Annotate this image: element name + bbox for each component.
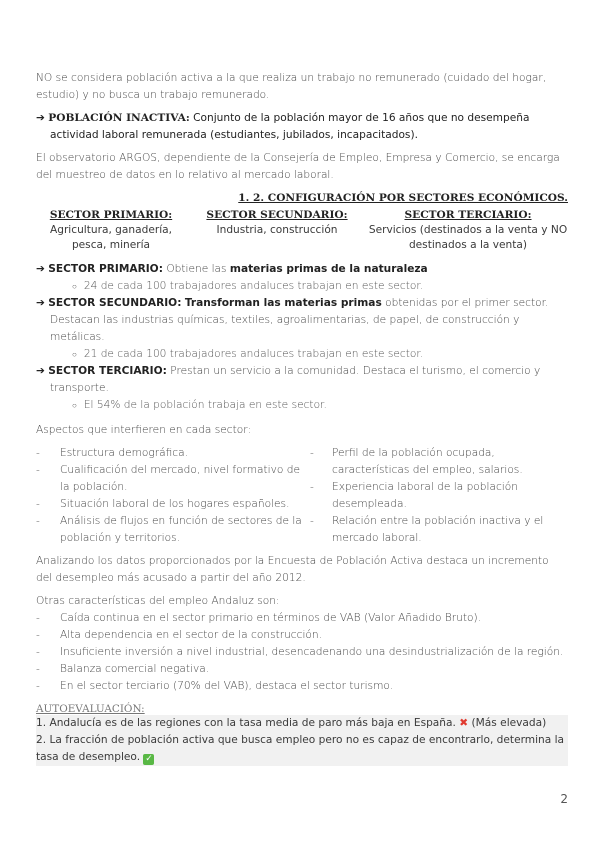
secundario-label: SECTOR SECUNDARIO:	[48, 297, 182, 309]
argos-paragraph: El observatorio ARGOS, dependiente de la Consejería de Empleo, Empresa y Comercio, se encarga del muestreo de datos en lo relativo al mercado laboral.	[36, 152, 560, 181]
arrow-icon: ➔	[36, 365, 45, 377]
secundario-highlight: Transforman las materias primas	[184, 297, 382, 309]
aspectos-title: Aspectos que interfieren en cada sector:	[36, 424, 252, 436]
terciario-label: SECTOR TERCIARIO:	[48, 365, 167, 377]
autoevaluacion-q1	[36, 715, 568, 732]
inactiva-label: POBLACIÓN INACTIVA:	[48, 112, 190, 124]
otras-title: Otras características del empleo Andaluz son:	[36, 595, 280, 607]
arrow-icon: ➔	[36, 263, 45, 275]
inactiva-text: Conjunto de la población mayor de 16 años que no desempeña actividad laboral remunerada (estudiantes, jubilados, incapacitados).	[50, 112, 530, 141]
sector-terciario-card	[368, 208, 568, 253]
cross-mark-icon: ✖	[459, 717, 469, 729]
primario-label: SECTOR PRIMARIO:	[48, 263, 163, 275]
primario-pre: Obtiene las	[166, 263, 227, 275]
q1-note: (Más elevada)	[471, 717, 547, 729]
sector-desc: Industria, construcción	[216, 224, 338, 236]
autoevaluacion-q2	[36, 732, 568, 766]
primario-item	[36, 261, 568, 278]
list-item: - Balanza comercial negativa.	[36, 661, 568, 678]
sector-title: SECTOR SECUNDARIO:	[206, 209, 348, 221]
sector-desc: Agricultura, ganadería, pesca, minería	[49, 224, 173, 251]
check-mark-icon: ✓	[145, 754, 153, 764]
page-number: 2	[560, 792, 568, 806]
aspectos-right-list	[302, 445, 568, 547]
primario-highlight: materias primas de la naturaleza	[229, 263, 428, 275]
secundario-post: obtenidas por el primer sector.	[385, 297, 549, 309]
terciario-item	[36, 363, 568, 397]
secundario-sub: ○ 21 de cada 100 trabajadores andaluces trabajan en este sector.	[36, 346, 568, 363]
secundario-item	[36, 295, 568, 312]
sector-title: SECTOR TERCIARIO:	[404, 209, 532, 221]
list-item: - Alta dependencia en el sector de la construcción.	[36, 627, 568, 644]
arrow-icon: ➔	[36, 112, 45, 124]
list-item: - Caída continua en el sector primario en términos de VAB (Valor Añadido Bruto).	[36, 610, 568, 627]
intro-paragraph: NO se considera población activa a la que realiza un trabajo no remunerado (cuidado del hogar, estudio) y no busca un trabajo remunerado.	[36, 72, 547, 101]
list-item: - Insuficiente inversión a nivel industrial, desencadenando una desindustrialización de la región.	[36, 644, 568, 661]
list-item: - Análisis de flujos en función de sectores de la población y territorios.	[36, 513, 302, 547]
sector-desc: Servicios (destinados a la venta y NO destinados a la venta)	[368, 224, 568, 251]
document-page	[36, 70, 568, 766]
aspectos-left-list	[36, 445, 302, 547]
list-item: - Perfil de la población ocupada, características del empleo, salarios.	[310, 445, 568, 479]
inactiva-definition	[36, 110, 568, 144]
terciario-text: Prestan un servicio a la comunidad. Destaca el turismo, el comercio y transporte.	[50, 365, 541, 394]
section-heading: 1. 2. CONFIGURACIÓN POR SECTORES ECONÓMICOS.	[238, 192, 568, 204]
sector-secundario-card	[202, 208, 352, 253]
arrow-icon: ➔	[36, 297, 45, 309]
analizando-paragraph: Analizando los datos proporcionados por la Encuesta de Población Activa destaca un incremento del desempleo más acusado a partir del año 2012.	[36, 555, 549, 584]
sector-title: SECTOR PRIMARIO:	[49, 209, 173, 221]
list-item: - Estructura demográfica.	[36, 445, 302, 462]
list-item: - En el sector terciario (70% del VAB), destaca el sector turismo.	[36, 678, 568, 695]
q1-text: 1. Andalucía es de las regiones con la tasa media de paro más baja en España.	[36, 717, 456, 729]
sectors-summary	[36, 208, 568, 253]
list-item: - Situación laboral de los hogares españoles.	[36, 496, 302, 513]
primario-sub: ○ 24 de cada 100 trabajadores andaluces trabajan en este sector.	[36, 278, 568, 295]
sector-primario-card	[36, 208, 186, 253]
secundario-extra: Destacan las industrias químicas, textiles, agroalimentarias, de papel, de construcción y metálicas.	[50, 314, 520, 343]
list-item: - Relación entre la población inactiva y el mercado laboral.	[310, 513, 568, 547]
terciario-sub: ○ El 54% de la población trabaja en este sector.	[36, 397, 568, 414]
list-item: - Cualificación del mercado, nivel formativo de la población.	[36, 462, 302, 496]
q2-text: 2. La fracción de población activa que busca empleo pero no es capaz de encontrarlo, determina la tasa de desempleo.	[36, 734, 565, 763]
aspectos-columns	[36, 445, 568, 547]
list-item: - Experiencia laboral de la población desempleada.	[310, 479, 568, 513]
autoevaluacion-title: AUTOEVALUACIÓN:	[36, 703, 145, 715]
